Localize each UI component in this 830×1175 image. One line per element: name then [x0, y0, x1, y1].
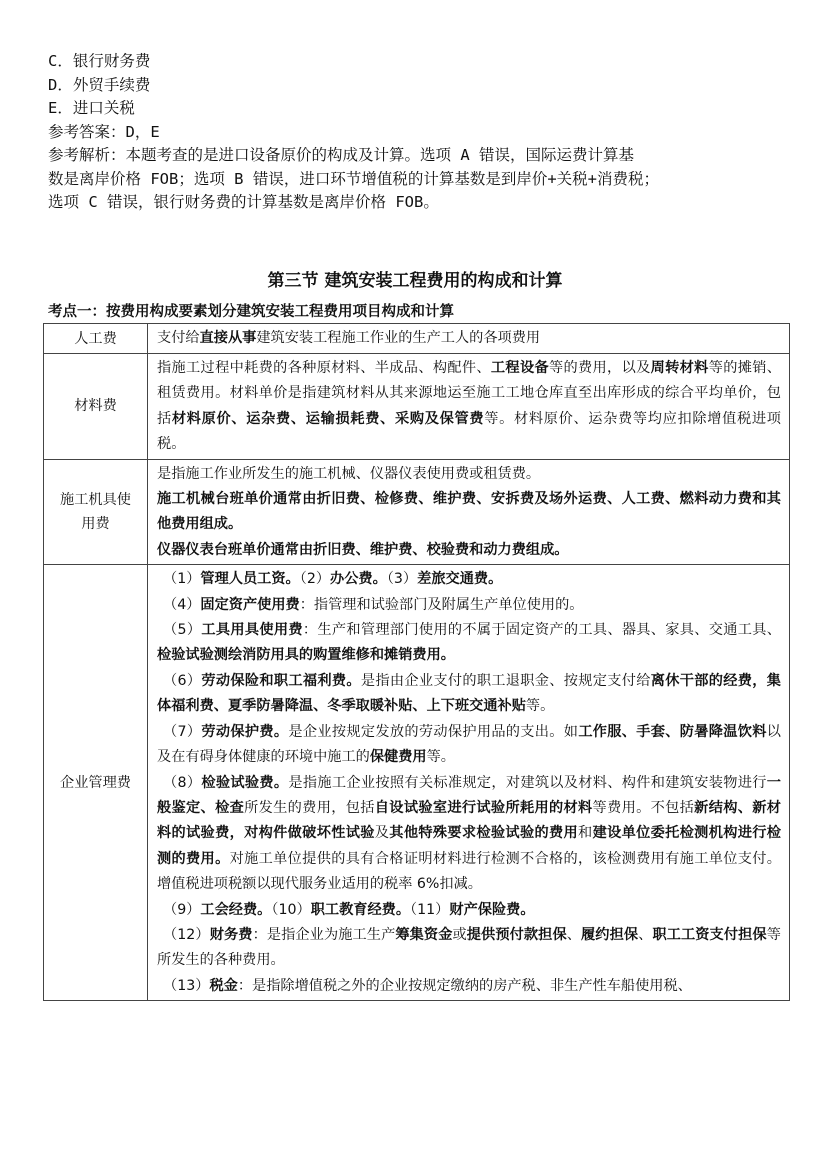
table-row-machine: [44, 459, 790, 565]
label-material: 材料费: [44, 354, 148, 460]
label-management: 企业管理费: [44, 565, 148, 1001]
machine-desc: 是指施工作业所发生的施工机械、仪器仪表使用费或租赁费。: [157, 465, 541, 482]
mgmt-item-9-11: （9）工会经费。（10）职工教育经费。（11）财产保险费。: [163, 901, 535, 918]
bold-text: 直接从事: [199, 330, 257, 347]
label-line: 施工机具使: [60, 491, 131, 508]
text: 等。材料原价、运杂费等均应扣除增值税进项税。: [157, 410, 781, 453]
mgmt-item-5: （5）工具用具使用费：生产和管理部门使用的不属于固定资产的工具、器具、家具、交通工具、检验试验测绘消防用具的购置维修和摊销费用。: [157, 622, 781, 664]
mgmt-item-12: （12）财务费：是指企业为施工生产筹集资金或提供预付款担保、履约担保、职工工资支付担保等所发生的各种费用。: [157, 926, 781, 969]
mgmt-item-13: （13）税金：是指除增值税之外的企业按规定缴纳的房产税、非生产性车船使用税、: [163, 977, 692, 994]
analysis-line-1: 参考解析：本题考查的是进口设备原价的构成及计算。选项 A 错误，国际运费计算基: [48, 146, 634, 164]
text: 等的摊销、租赁费用。材料单价是指建筑材料从其来源地运至施工工地仓库直至出库形成的综合平均单价，包括: [157, 360, 781, 427]
reference-answer: 参考答案：D，E: [48, 122, 160, 141]
label-labor: 人工费: [44, 324, 148, 354]
bold-text: 周转材料: [650, 360, 709, 376]
table-row-labor: [44, 324, 790, 354]
mgmt-item-6: （6）劳动保险和职工福利费。是指由企业支付的职工退职金、按规定支付给离休干部的经费，集体福利费、夏季防暑降温、冬季取暖补贴、上下班交通补贴等。: [157, 672, 781, 715]
section-title: 第三节 建筑安装工程费用的构成和计算: [267, 271, 563, 291]
text: 等的费用，以及: [548, 360, 651, 376]
cost-table: [43, 323, 790, 1001]
mgmt-item-1-3: （1）管理人员工资。（2）办公费。（3）差旅交通费。: [163, 571, 503, 588]
mgmt-item-8: （8）检验试验费。是指施工企业按照有关标准规定，对建筑以及材料、构件和建筑安装物进行一般鉴定、检查所发生的费用，包括自设试验室进行试验所耗用的材料等费用。不包括新结构、新材料的试验费，对构件做破坏性试验及其他特殊要求检验试验的费用和建设单位委托检测机构进行检测的费用。对施工单位提供的具有合格证明材料进行检测不合格的，该检测费用有施工单位支付。增值税进项税额以现代服务业适用的税率 6%扣减。: [157, 774, 781, 893]
text: 指施工过程中耗费的各种原材料、半成品、构配件、: [157, 360, 491, 376]
option-e: E．进口关税: [48, 99, 135, 117]
content-management: [148, 565, 790, 1001]
table-row-material: [44, 354, 790, 460]
mgmt-item-4: （4）固定资产使用费：指管理和试验部门及附属生产单位使用的。: [163, 596, 584, 613]
mgmt-item-7: （7）劳动保护费。是企业按规定发放的劳动保护用品的支出。如工作服、手套、防暑降温饮料以及在有碍身体健康的环境中施工的保健费用等。: [157, 723, 781, 766]
machine-unit-price: 施工机械台班单价通常由折旧费、检修费、维护费、安拆费及场外运费、人工费、燃料动力费和其他费用组成。: [157, 491, 781, 533]
bold-text: 材料原价、运杂费、运输损耗费、采购及保管费: [171, 410, 485, 427]
text: 支付给: [157, 330, 200, 347]
point-title: 考点一：按费用构成要素划分建筑安装工程费用项目构成和计算: [48, 304, 454, 320]
instrument-unit-price: 仪器仪表台班单价通常由折旧费、维护费、校验费和动力费组成。: [157, 541, 569, 558]
analysis-line-3: 选项 C 错误，银行财务费的计算基数是离岸价格 FOB。: [48, 193, 439, 211]
bold-text: 工程设备: [490, 360, 549, 376]
content-machine: [148, 459, 790, 565]
label-machine: [44, 459, 148, 565]
label-line: 用费: [81, 515, 110, 532]
text: 建筑安装工程施工作业的生产工人的各项费用: [256, 330, 541, 347]
content-material: [148, 354, 790, 460]
option-d: D．外贸手续费: [48, 75, 151, 94]
option-c: C．银行财务费: [48, 52, 151, 70]
content-labor: [148, 324, 790, 354]
question-options-block: [48, 50, 788, 215]
table-row-management: [44, 565, 790, 1001]
analysis-line-2: 数是离岸价格 FOB；选项 B 错误，进口环节增值税的计算基数是到岸价+关税+消费税；: [48, 169, 659, 188]
